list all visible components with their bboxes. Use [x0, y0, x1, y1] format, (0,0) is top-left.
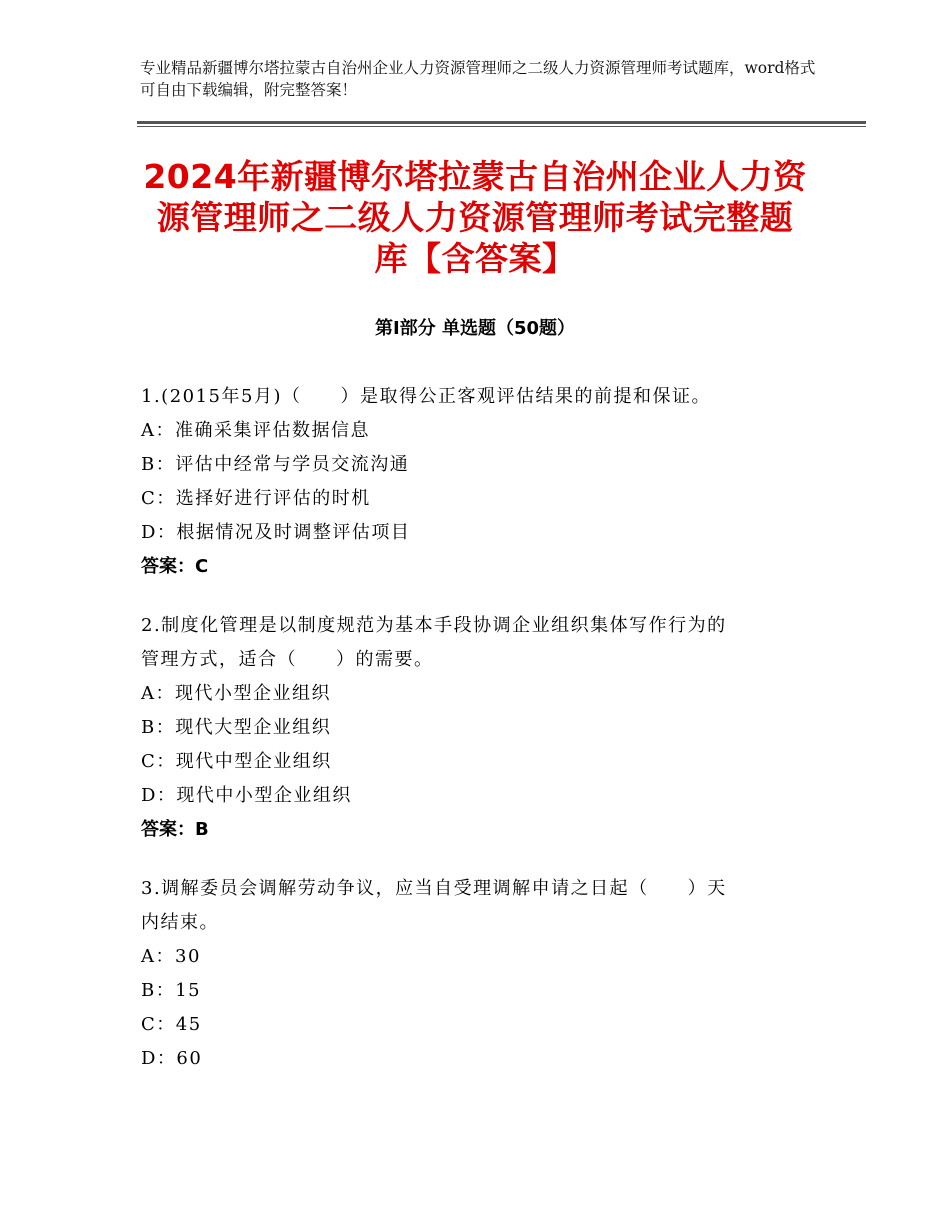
section-title: 第Ⅰ部分 单选题（50题）	[374, 318, 575, 339]
option-c: C：现代中型企业组织	[141, 751, 332, 772]
document-title	[130, 156, 820, 279]
title-line-1: 2024年新疆博尔塔拉蒙古自治州企业人力资	[143, 157, 807, 196]
question-stem: 3.调解委员会调解劳动争议，应当自受理调解申请之日起（ ）天	[141, 878, 727, 899]
title-line-3: 库【含答案】	[374, 239, 576, 278]
option-b: B：评估中经常与学员交流沟通	[141, 454, 410, 475]
header-divider-thick	[137, 121, 866, 124]
answer-line: 答案：C	[141, 556, 209, 577]
option-c: C：选择好进行评估的时机	[141, 488, 371, 509]
title-line-2: 源管理师之二级人力资源管理师考试完整题	[156, 198, 794, 237]
question-list	[141, 380, 821, 1101]
question-stem-continued: 内结束。	[141, 912, 219, 933]
option-a: A：现代小型企业组织	[141, 683, 331, 704]
question-2	[141, 609, 821, 847]
option-d: D：现代中小型企业组织	[141, 785, 352, 806]
option-d: D：根据情况及时调整评估项目	[141, 522, 411, 543]
header-divider-thin	[137, 126, 866, 127]
option-a: A：30	[141, 946, 201, 967]
question-stem-continued: 管理方式，适合（ ）的需要。	[141, 649, 434, 670]
option-d: D：60	[141, 1048, 203, 1069]
option-b: B：现代大型企业组织	[141, 717, 332, 738]
option-a: A：准确采集评估数据信息	[141, 420, 370, 441]
header-note: 专业精品新疆博尔塔拉蒙古自治州企业人力资源管理师之二级人力资源管理师考试题库，word格式可自由下载编辑，附完整答案！	[140, 59, 816, 99]
option-b: B：15	[141, 980, 202, 1001]
question-1	[141, 380, 821, 584]
question-stem: 1.(2015年5月)（ ）是取得公正客观评估结果的前提和保证。	[141, 386, 711, 407]
question-stem: 2.制度化管理是以制度规范为基本手段协调企业组织集体写作行为的	[141, 615, 727, 636]
option-c: C：45	[141, 1014, 202, 1035]
question-3	[141, 872, 821, 1076]
answer-line: 答案：B	[141, 819, 209, 840]
